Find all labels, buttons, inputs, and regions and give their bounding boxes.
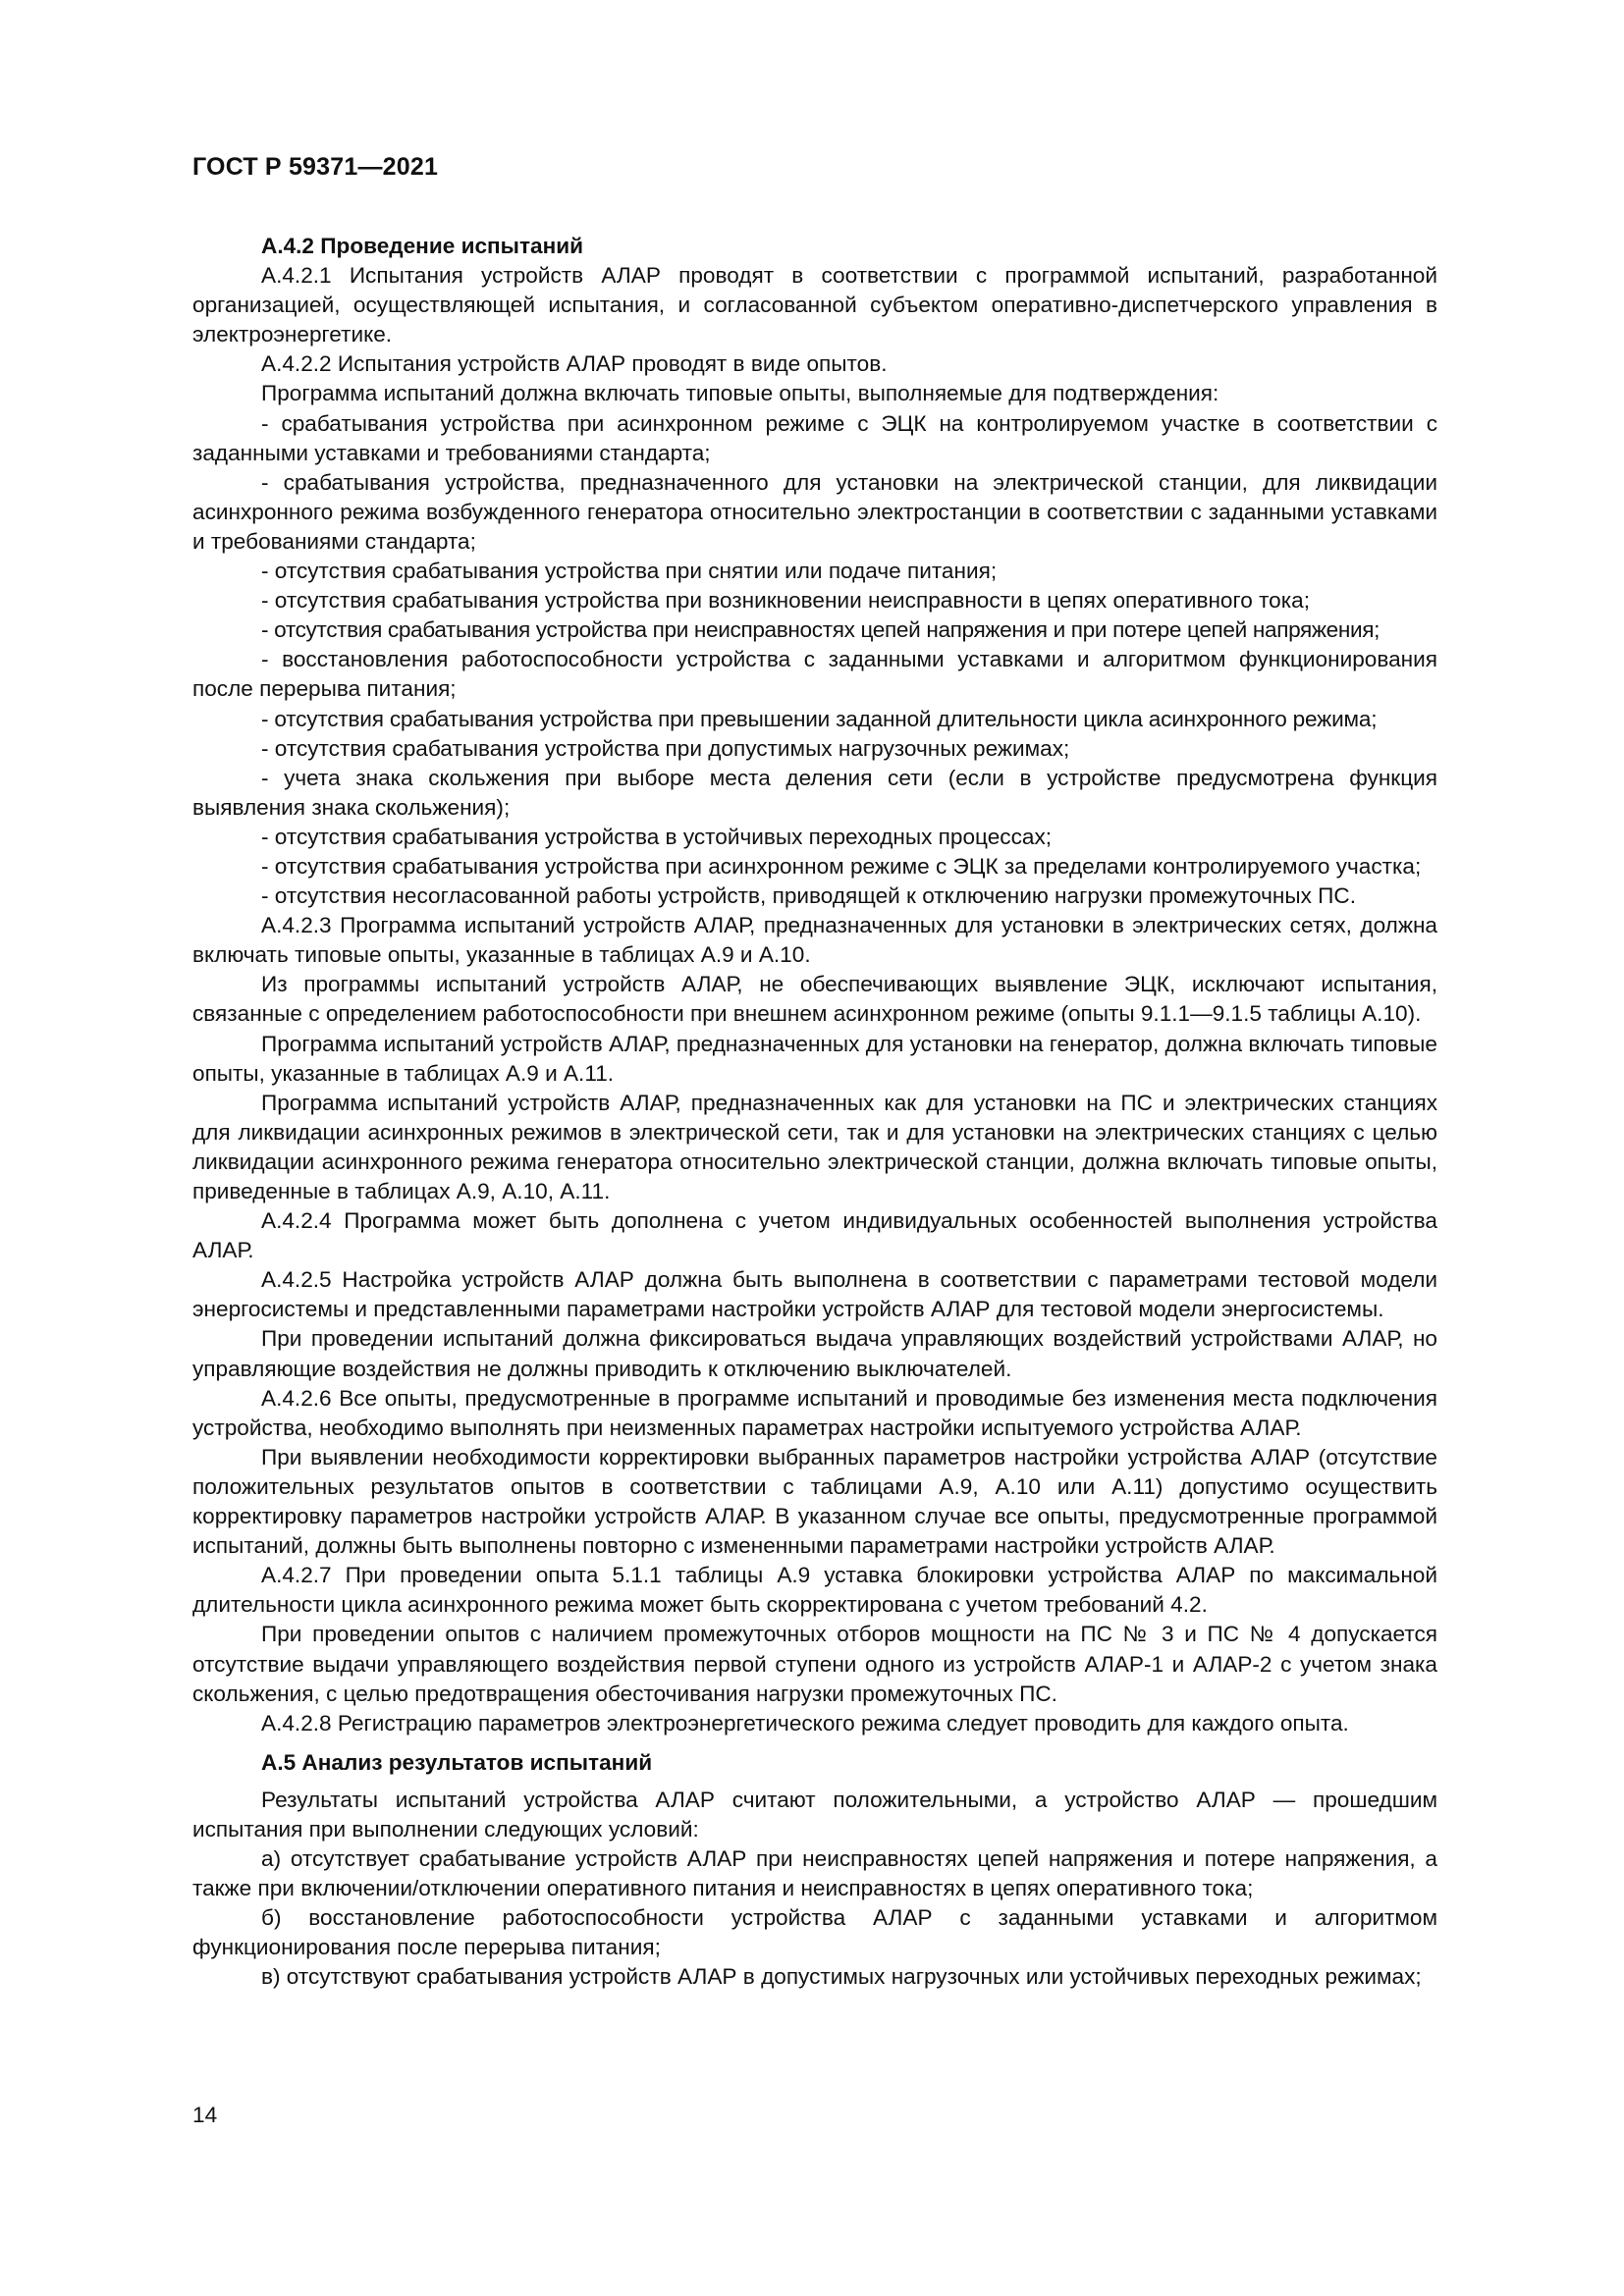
paragraph: Программа испытаний устройств АЛАР, предназначенных как для установки на ПС и электрических станциях для ликвидации асинхронных режимов в электрической сети, так и для установки на электрических станциях с целью ликвидации асинхронного режима генератора относительно электрической станции, должна включать типовые опыты, приведенные в таблицах А.9, А.10, А.11. [192,1090,1437,1203]
list-item: - срабатывания устройства, предназначенного для установки на электрической станции, для ликвидации асинхронного режима возбужденного генератора относительно электростанции в соответствии с заданными уставками и требованиями стандарта; [192,469,1437,554]
list-item: - отсутствия несогласованной работы устройств, приводящей к отключению нагрузки промежуточных ПС. [261,883,1357,909]
list-item: - отсутствия срабатывания устройства при превышении заданной длительности цикла асинхронного режима; [261,706,1378,731]
paragraph: А.4.2.4 Программа может быть дополнена с учетом индивидуальных особенностей выполнения устройства АЛАР. [192,1208,1437,1263]
paragraph: Результаты испытаний устройства АЛАР считают положительными, а устройство АЛАР — прошедшим испытания при выполнении следующих условий: [192,1787,1437,1842]
paragraph: А.4.2.5 Настройка устройств АЛАР должна быть выполнена в соответствии с параметрами тестовой модели энергосистемы и представленными параметрами настройки устройств АЛАР для тестовой модели энергосистемы. [192,1267,1437,1322]
paragraph: А.4.2.3 Программа испытаний устройств АЛАР, предназначенных для установки в электрических сетях, должна включать типовые опыты, указанные в таблицах А.9 и А.10. [192,913,1437,968]
condition-item: в) отсутствуют срабатывания устройств АЛАР в допустимых нагрузочных или устойчивых переходных режимах; [261,1964,1422,1990]
list-item: - учета знака скольжения при выборе места деления сети (если в устройстве предусмотрена функция выявления знака скольжения); [192,765,1437,820]
document-body [192,232,1437,1993]
paragraph: При проведении опытов с наличием промежуточных отборов мощности на ПС № 3 и ПС № 4 допускается отсутствие выдачи управляющего воздействия первой ступени одного из устройств АЛАР-1 и АЛАР-2 с учетом знака скольжения, с целью предотвращения обесточивания нагрузки промежуточных ПС. [192,1622,1437,1706]
paragraph: Программа испытаний устройств АЛАР, предназначенных для установки на генератор, должна включать типовые опыты, указанные в таблицах А.9 и А.11. [192,1031,1437,1086]
paragraph: При проведении испытаний должна фиксироваться выдача управляющих воздействий устройствами АЛАР, но управляющие воздействия не должны приводить к отключению выключателей. [192,1326,1437,1381]
list-item: - отсутствия срабатывания устройства при допустимых нагрузочных режимах; [261,735,1070,761]
list-item: - отсутствия срабатывания устройства при снятии или подаче питания; [261,559,998,584]
subsection-heading: А.4.2 Проведение испытаний [261,234,584,258]
list-item: - восстановления работоспособности устройства с заданными уставками и алгоритмом функционирования после перерыва питания; [192,647,1437,702]
list-item: - отсутствия срабатывания устройства при возникновении неисправности в цепях оперативного тока; [261,588,1310,614]
paragraph: А.4.2.2 Испытания устройств АЛАР проводят в виде опытов. [261,351,888,377]
paragraph: А.4.2.7 При проведении опыта 5.1.1 таблицы А.9 уставка блокировки устройства АЛАР по максимальной длительности цикла асинхронного режима может быть скорректирована с учетом требований 4.2. [192,1563,1437,1618]
list-item: - срабатывания устройства при асинхронном режиме с ЭЦК на контролируемом участке в соответствии с заданными уставками и требованиями стандарта; [192,410,1437,465]
paragraph: При выявлении необходимости корректировки выбранных параметров настройки устройства АЛАР (отсутствие положительных результатов опытов в соответствии с таблицами А.9, А.10 или А.11) допустимо осуществить корректировку параметров настройки устройств АЛАР. В указанном случае все опыты, предусмотренные программой испытаний, должны быть выполнены повторно с измененными параметрами настройки устройств АЛАР. [192,1444,1437,1559]
paragraph: А.4.2.6 Все опыты, предусмотренные в программе испытаний и проводимые без изменения места подключения устройства, необходимо выполнять при неизменных параметрах настройки испытуемого устройства АЛАР. [192,1385,1437,1440]
condition-item: а) отсутствует срабатывание устройств АЛАР при неисправностях цепей напряжения и потере напряжения, а также при включении/отключении оперативного питания и неисправностях в цепях оперативного тока; [192,1846,1437,1901]
paragraph: Программа испытаний должна включать типовые опыты, выполняемые для подтверждения: [261,381,1219,406]
page-number: 14 [192,2103,218,2127]
document-code-header: ГОСТ Р 59371—2021 [192,153,439,181]
list-item: - отсутствия срабатывания устройства при неисправностях цепей напряжения и при потере цепей напряжения; [261,617,1380,643]
section-heading: А.5 Анализ результатов испытаний [261,1749,653,1775]
list-item: - отсутствия срабатывания устройства в устойчивых переходных процессах; [261,824,1053,849]
paragraph: Из программы испытаний устройств АЛАР, не обеспечивающих выявление ЭЦК, исключают испытания, связанные с определением работоспособности при внешнем асинхронном режиме (опыты 9.1.1—9.1.5 таблицы А.10). [192,972,1437,1027]
paragraph: А.4.2.1 Испытания устройств АЛАР проводят в соответствии с программой испытаний, разработанной организацией, осуществляющей испытания, и согласованной субъектом оперативно-диспетчерского управления в электроэнергетике. [192,263,1437,347]
paragraph: А.4.2.8 Регистрацию параметров электроэнергетического режима следует проводить для каждого опыта. [261,1710,1349,1735]
list-item: - отсутствия срабатывания устройства при асинхронном режиме с ЭЦК за пределами контролируемого участка; [261,853,1422,879]
condition-item: б) восстановление работоспособности устройства АЛАР с заданными уставками и алгоритмом функционирования после перерыва питания; [192,1905,1437,1960]
